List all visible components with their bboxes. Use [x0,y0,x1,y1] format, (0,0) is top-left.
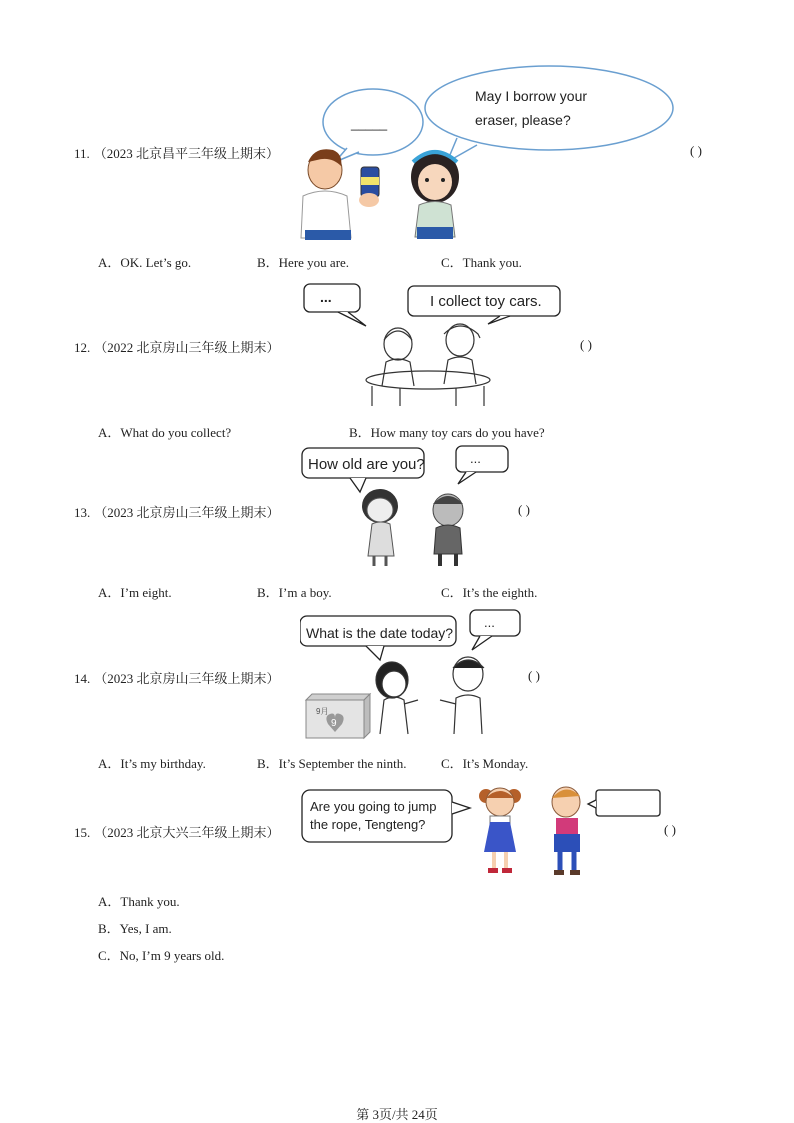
calendar-icon [306,694,370,738]
question-14-number: 14. （2023 北京房山三年级上期末） [74,671,280,686]
bubble-line-2: the rope, Tengteng? [310,817,426,832]
calendar-month: 9月 [316,707,329,716]
bubble-line-1: Are you going to jump [310,799,437,814]
boy-figure [301,149,379,240]
question-12-illustration [300,282,565,410]
bubble-text: How old are you? [308,456,425,473]
question-12-source: （2022 北京房山三年级上期末） [94,340,280,355]
girl-figure [362,489,398,566]
boy-figure [433,494,463,566]
boy-figure [440,657,484,734]
option-12-a[interactable]: A．What do you collect? [98,425,232,440]
answer-paren-14[interactable]: ( ) [528,668,540,683]
answer-paren-13[interactable]: ( ) [518,502,530,517]
speech-bubble-left [300,616,456,660]
option-14-b[interactable]: B．It’s September the ninth. [257,756,407,771]
answer-paren-12[interactable]: ( ) [580,337,592,352]
speech-bubble-right [408,286,560,324]
option-15-c[interactable]: C．No, I’m 9 years old. [98,948,225,963]
bubble-line-2: eraser, please? [475,112,571,128]
speech-bubble-right [456,446,508,484]
question-15-source: （2023 北京大兴三年级上期末） [94,825,280,840]
question-11-source: （2023 北京昌平三年级上期末） [93,146,280,161]
page-footer: 第 3页/共 24页 [356,1107,438,1122]
bubble-ellipsis: ... [484,615,495,630]
option-11-b[interactable]: B．Here you are. [257,255,350,270]
speech-bubble-left [302,790,470,842]
question-11-number: 11. （2023 北京昌平三年级上期末） [74,146,280,161]
speech-bubble-right [470,610,520,650]
question-15-number: 15. （2023 北京大兴三年级上期末） [74,825,280,840]
question-11-illustration [295,62,685,244]
option-12-b[interactable]: B．How many toy cars do you have? [349,425,545,440]
question-15-illustration [298,778,664,880]
girl-figure [411,151,459,239]
girl-figure [376,662,418,734]
option-13-a[interactable]: A．I’m eight. [98,585,172,600]
question-14-source: （2023 北京房山三年级上期末） [94,671,280,686]
question-12-number: 12. （2022 北京房山三年级上期末） [74,340,280,355]
speech-bubble-left [304,284,366,326]
kids-at-table-figure [366,324,490,406]
bubble-ellipsis: ... [470,451,481,466]
question-13-source: （2023 北京房山三年级上期末） [94,505,280,520]
speech-bubble-left [323,89,423,162]
bubble-blank: _____ [351,116,388,131]
bubble-text: What is the date today? [306,625,454,641]
option-14-c[interactable]: C．It’s Monday. [441,756,529,771]
option-15-a[interactable]: A．Thank you. [98,894,180,909]
option-15-b[interactable]: B．Yes, I am. [98,921,172,936]
speech-bubble-right [425,66,673,162]
question-13-number: 13. （2023 北京房山三年级上期末） [74,505,280,520]
bubble-text: I collect toy cars. [430,293,542,310]
bubble-line-1: May I borrow your [475,88,588,104]
boy-figure [552,787,580,875]
speech-bubble-right-empty [588,790,660,816]
calendar-day: 9 [331,718,337,729]
option-14-a[interactable]: A．It’s my birthday. [98,756,206,771]
answer-paren-15[interactable]: ( ) [664,822,676,837]
girl-figure [479,788,521,873]
option-13-b[interactable]: B．I’m a boy. [257,585,332,600]
speech-bubble-left [302,448,425,492]
option-11-a[interactable]: A．OK. Let’s go. [98,255,192,270]
bubble-ellipsis: ... [320,289,332,305]
question-13-illustration [298,444,518,570]
option-11-c[interactable]: C．Thank you. [441,255,522,270]
option-13-c[interactable]: C．It’s the eighth. [441,585,538,600]
answer-paren-11[interactable]: ( ) [690,143,702,158]
question-14-illustration [300,608,525,746]
